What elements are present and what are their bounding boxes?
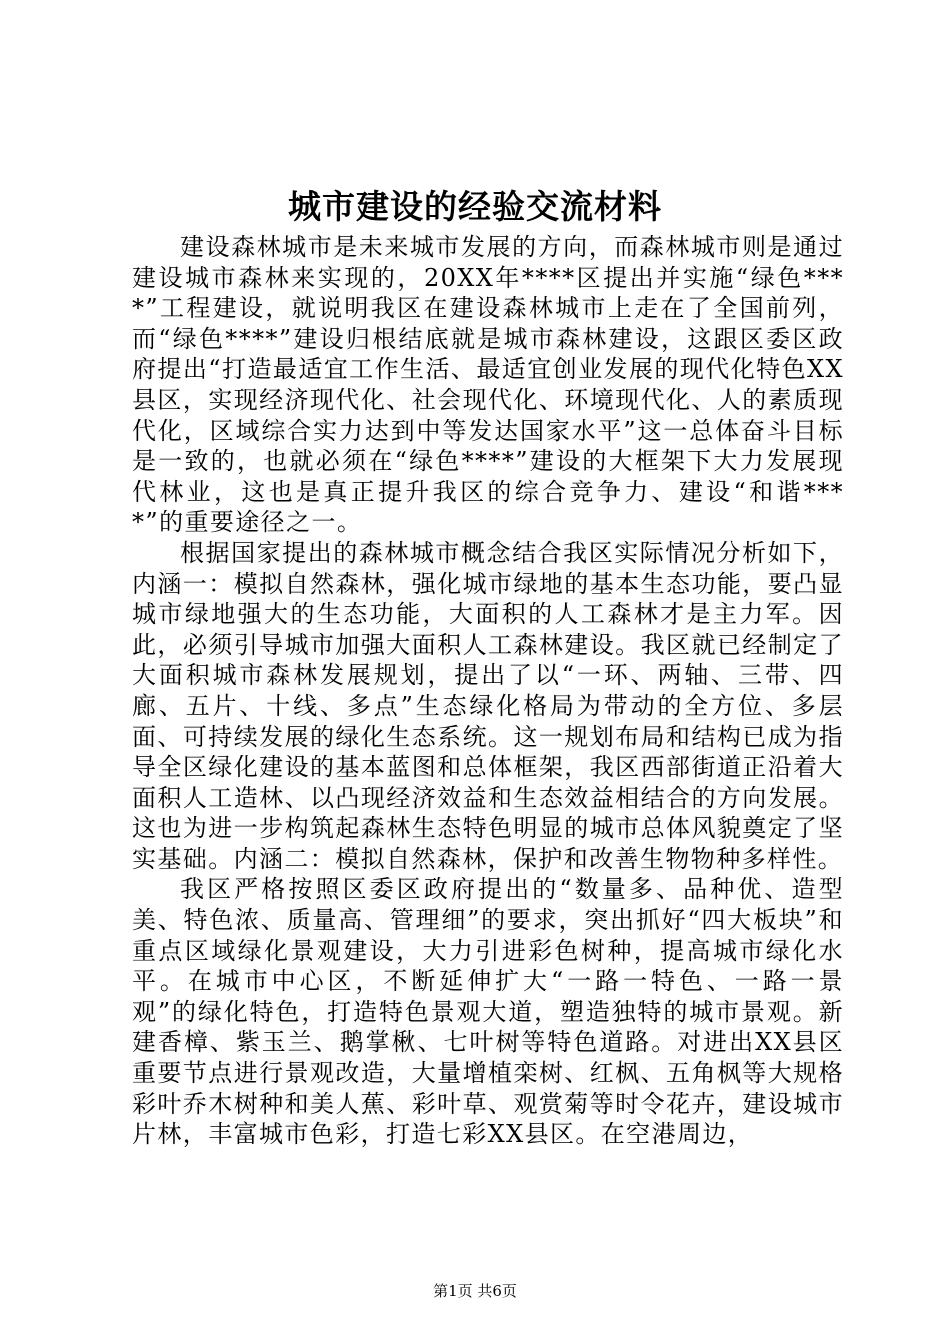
paragraph-1: 建设森林城市是未来城市发展的方向，而森林城市则是通过建设城市森林来实现的，20XX年****区提出并实施“绿色****”工程建设，就说明我区在建设森林城市上走在了全国前列，而“绿色****”建设归根结底就是城市森林建设，这跟区委区政府提出“打造最适宜工作生活、最适宜创业发展的现代化特色XX县区，实现经济现代化、社会现代化、环境现代化、人的素质现代化，区域综合实力达到中等发达国家水平”这一总体奋斗目标是一致的，也就必须在“绿色****”建设的大框架下大力发展现代林业，这也是真正提升我区的综合竞争力、建设“和谐****”的重要途径之一。 [132, 233, 844, 537]
paragraph-3: 我区严格按照区委区政府提出的“数量多、品种优、造型美、特色浓、质量高、管理细”的要求，突出抓好“四大板块”和重点区域绿化景观建设，大力引进彩色树种，提高城市绿化水平。在城市中心区，不断延伸扩大“一路一特色、一路一景观”的绿化特色，打造特色景观大道，塑造独特的城市景观。新建香樟、紫玉兰、鹅掌楸、七叶树等特色道路。对进出XX县区重要节点进行景观改造，大量增植栾树、红枫、五角枫等大规格彩叶乔木树种和美人蕉、彩叶草、观赏菊等时令花卉，建设城市片林，丰富城市色彩，打造七彩XX县区。在空港周边， [132, 875, 844, 1149]
paragraph-2: 根据国家提出的森林城市概念结合我区实际情况分析如下，内涵一：模拟自然森林，强化城市绿地的基本生态功能，要凸显城市绿地强大的生态功能，大面积的人工森林才是主力军。因此，必须引导城市加强大面积人工森林建设。我区就已经制定了大面积城市森林发展规划，提出了以“一环、两轴、三带、四廊、五片、十线、多点”生态绿化格局为带动的全方位、多层面、可持续发展的绿化生态系统。这一规划布局和结构已成为指导全区绿化建设的基本蓝图和总体框架，我区西部街道正沿着大面积人工造林、以凸现经济效益和生态效益相结合的方向发展。这也为进一步构筑起森林生态特色明显的城市总体风貌奠定了坚实基础。内涵二：模拟自然森林，保护和改善生物物种多样性。 [132, 538, 844, 873]
document-body [132, 232, 844, 1150]
document-title: 城市建设的经验交流材料 [288, 187, 662, 226]
page-number-footer: 第1页 共6页 [433, 1282, 517, 1300]
